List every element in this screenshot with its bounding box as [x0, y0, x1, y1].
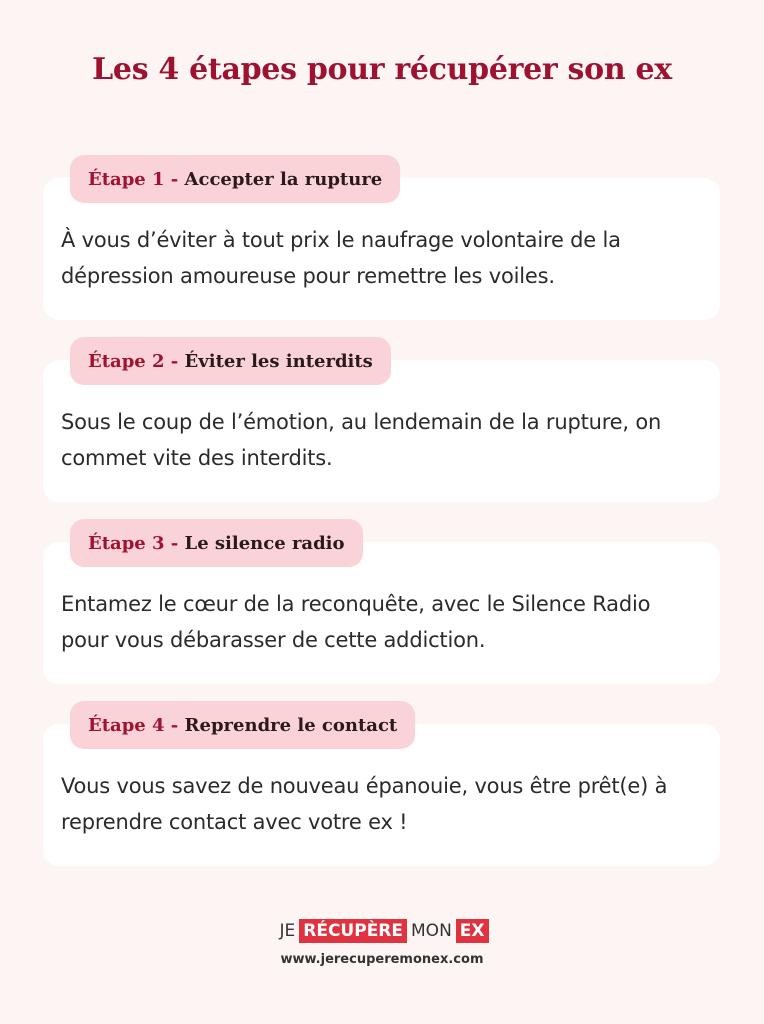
step-number: Étape 2 [88, 350, 165, 372]
logo-word-je: JE [279, 921, 296, 941]
step-label-pill [70, 519, 363, 567]
brand-logo [0, 919, 764, 943]
step-separator: - [164, 350, 185, 372]
logo-word-mon: MON [411, 921, 452, 941]
step-name: Le silence radio [184, 532, 345, 554]
step-number: Étape 4 [88, 714, 165, 736]
step-label-pill [70, 337, 391, 385]
step-name: Reprendre le contact [184, 714, 398, 736]
step-description: À vous d’éviter à tout prix le naufrage volontaire de la dépression amoureuse pour remettre les voiles. [61, 228, 621, 288]
logo-word-recupere: RÉCUPÈRE [299, 919, 407, 943]
step-number: Étape 3 [88, 532, 165, 554]
step-separator: - [164, 168, 185, 190]
step-name: Accepter la rupture [184, 168, 383, 190]
step-label-pill [70, 701, 415, 749]
website-url: www.jerecuperemonex.com [280, 952, 484, 967]
step-label-pill [70, 155, 400, 203]
step-description: Entamez le cœur de la reconquête, avec le Silence Radio pour vous débarasser de cette addiction. [61, 592, 651, 652]
step-number: Étape 1 [88, 168, 165, 190]
page-title: Les 4 étapes pour récupérer son ex [92, 52, 672, 87]
step-separator: - [164, 714, 185, 736]
step-description: Vous vous savez de nouveau épanouie, vous être prêt(e) à reprendre contact avec votre ex ! [61, 774, 668, 834]
step-separator: - [164, 532, 185, 554]
step-name: Éviter les interdits [184, 350, 373, 372]
logo-word-ex: EX [456, 919, 489, 943]
step-description: Sous le coup de l’émotion, au lendemain de la rupture, on commet vite des interdits. [61, 410, 662, 470]
